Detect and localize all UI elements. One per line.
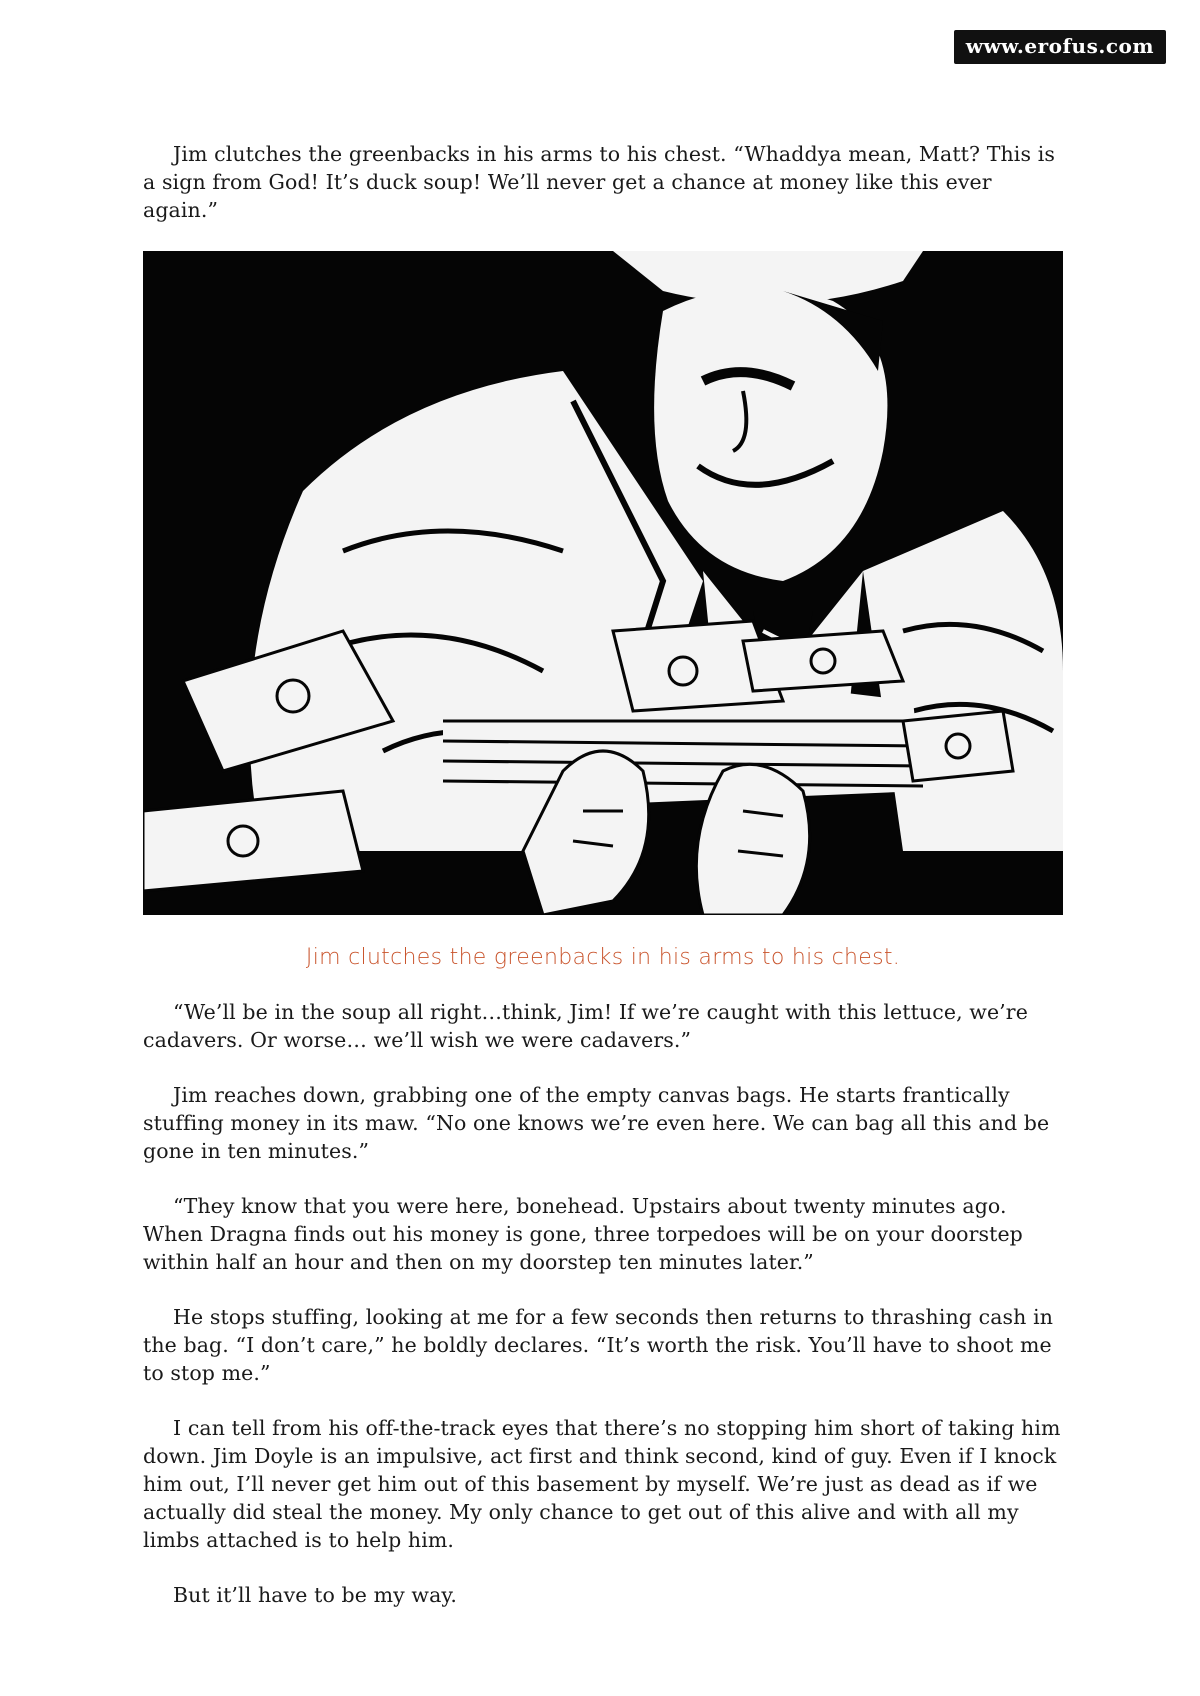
page-content <box>143 140 1063 1636</box>
watermark-badge: www.erofus.com <box>954 30 1166 64</box>
paragraph-3: “They know that you were here, bonehead. Upstairs about twenty minutes ago. When Dragna finds out his money is gone, three torpedoes will be on your doorstep within half an hour and then on my doorstep ten minutes later.” <box>143 1194 1023 1274</box>
paragraph-2: Jim reaches down, grabbing one of the empty canvas bags. He starts frantically stuffing money in its maw. “No one knows we’re even here. We can bag all this and be gone in ten minutes.” <box>143 1083 1050 1163</box>
paragraph-intro: Jim clutches the greenbacks in his arms to his chest. “Whaddya mean, Matt? This is a sign from God! It’s duck soup! We’ll never get a chance at money like this ever again.” <box>143 142 1055 222</box>
paragraph-6: But it’ll have to be my way. <box>173 1583 457 1607</box>
paragraph-5: I can tell from his off-the-track eyes that there’s no stopping him short of taking him down. Jim Doyle is an impulsive, act first and think second, kind of guy. Even if I knock him out, I’ll never get him out of this basement by myself. We’re just as dead as if we actually did steal the money. My only chance to get out of this alive and with all my limbs attached is to help him. <box>143 1416 1061 1552</box>
illustration-caption: Jim clutches the greenbacks in his arms to his chest. <box>305 945 901 970</box>
paragraph-1: “We’ll be in the soup all right…think, Jim! If we’re caught with this lettuce, we’re cadavers. Or worse… we’ll wish we were cadavers.” <box>143 1000 1028 1052</box>
paragraph-4: He stops stuffing, looking at me for a few seconds then returns to thrashing cash in the bag. “I don’t care,” he boldly declares. “It’s worth the risk. You’ll have to shoot me to stop me.” <box>143 1305 1054 1385</box>
ink-illustration-man-with-money-icon <box>143 251 1063 915</box>
